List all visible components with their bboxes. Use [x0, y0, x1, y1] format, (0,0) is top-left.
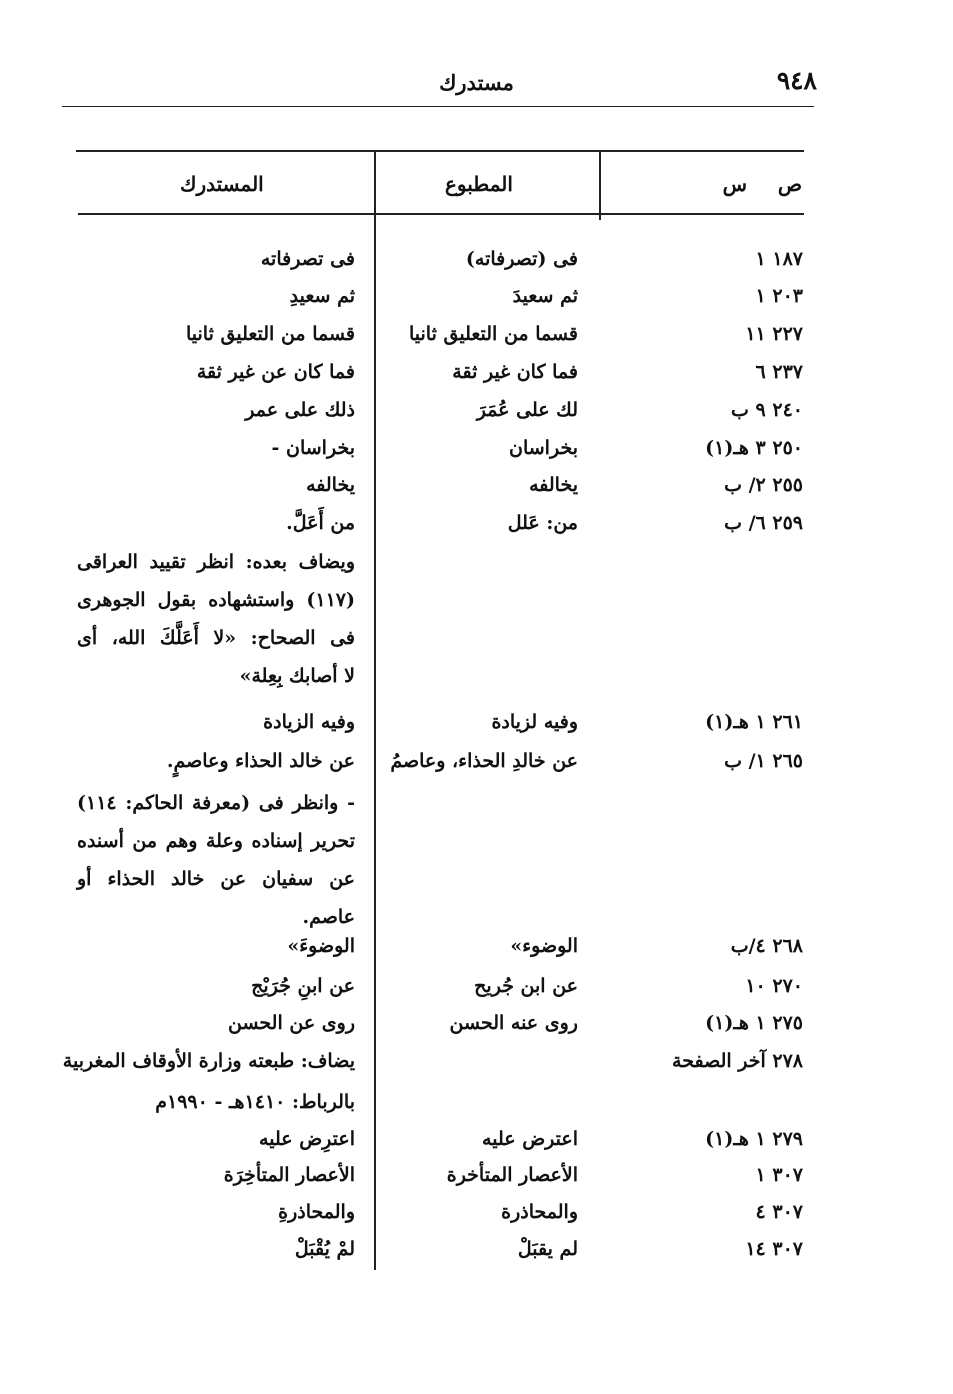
corrected-text: الوضوءَ» — [287, 935, 355, 957]
printed-text: قسما من التعليق ثانيا — [408, 323, 578, 345]
corrected-text: فى تصرفاته — [260, 248, 355, 270]
page-line-ref: ٢٥٥ ٢/ ب — [724, 474, 803, 496]
page-line-ref: ٢٦٥ ١/ ب — [724, 750, 803, 772]
note-line: - وانظر فى (معرفة الحاكم: ١١٤) — [77, 792, 355, 814]
table-row — [0, 1157, 953, 1193]
note-line: فى الصحاح: «لا أَعَلَّكَ الله، أى — [77, 627, 355, 649]
table-row — [0, 1121, 953, 1157]
page-line-ref: ٢٤٠ ٩ ب — [731, 399, 803, 421]
column-header-corrected: المستدرك — [180, 172, 264, 196]
table-row — [0, 354, 953, 390]
table-row — [0, 505, 953, 541]
note-line: عن سفيان عن خالد الحذاء أو — [77, 868, 355, 890]
table-row — [0, 278, 953, 314]
corrected-text: بخراسان - — [271, 437, 355, 459]
corrected-text: عن ابنِ جُرَيْج — [251, 975, 355, 997]
printed-text: الأعصار المتأخرة — [446, 1164, 578, 1186]
corrected-text: لمْ يُقْبَلْ — [294, 1238, 355, 1260]
page-line-ref: ٢٧٥ ١ هـ(١) — [705, 1012, 803, 1034]
printed-text: لك على عُمَرَ — [476, 399, 578, 421]
page-line-ref: ٣٠٧ ١ — [755, 1164, 803, 1186]
correction-note — [77, 543, 355, 695]
page-line-ref: ٢٥٩ ٦/ ب — [724, 512, 803, 534]
printed-text: من: عَلل — [507, 512, 578, 534]
corrected-text: ذلك على عمر — [245, 399, 355, 421]
page-line-ref: ٢٥٠ ٣ هـ(١) — [705, 437, 803, 459]
corrected-text: والمحاذرةِ — [278, 1201, 355, 1223]
corrected-text: فما كان عن غير ثقة — [196, 361, 355, 383]
table-top-rule — [76, 150, 804, 152]
page-line-ref: ٢٢٧ ١١ — [745, 323, 803, 345]
table-row — [0, 704, 953, 740]
note-line: تحرير إسناده وعلة وهم من أسنده — [77, 830, 355, 852]
note-line: ويضاف بعده: انظر تقييد العراقى — [77, 551, 355, 573]
page-line-ref: ١٨٧ ١ — [755, 248, 803, 270]
page-line-ref: ٢٦١ ١ هـ(١) — [705, 711, 803, 733]
correction-note — [77, 784, 355, 936]
page-line-ref: ٢٠٣ ١ — [755, 285, 803, 307]
printed-text: لم يقبَلْ — [517, 1238, 578, 1260]
table-row — [0, 1005, 953, 1041]
corrected-text: روى عن الحسن — [228, 1012, 355, 1034]
table-row — [0, 392, 953, 428]
column-header-line: س — [722, 172, 747, 196]
table-row — [0, 1231, 953, 1267]
column-divider — [599, 150, 601, 220]
table-row — [0, 743, 953, 779]
printed-text: وفيه لزيادة — [491, 711, 578, 733]
table-row — [0, 467, 953, 503]
corrected-text: يخالفه — [306, 474, 355, 496]
page-number: ٩٤٨ — [776, 66, 817, 95]
printed-text: عن خالدِ الحذاء، وعاصمُ — [390, 750, 578, 772]
page-line-ref: ٣٠٧ ٤ — [755, 1201, 803, 1223]
note-line: (١١٧) واستشهاده بقول الجوهرى — [77, 589, 355, 611]
corrected-text: الأعصار المتأخِرَة — [223, 1164, 355, 1186]
page-line-ref: ٢٦٨ ٤/ب — [730, 935, 803, 957]
table-row — [0, 430, 953, 466]
page-line-ref: ٣٠٧ ١٤ — [745, 1238, 803, 1260]
note-line: لا أصابك بِعِلة» — [239, 665, 355, 687]
printed-text: روى عنه الحسن — [449, 1012, 578, 1034]
table-row — [0, 928, 953, 964]
corrected-text: اعترِض عليه — [259, 1128, 355, 1150]
printed-text: والمحاذرة — [501, 1201, 578, 1223]
printed-text: فما كان غير ثقة — [452, 361, 578, 383]
correction-note — [77, 1083, 355, 1121]
table-row — [0, 316, 953, 352]
printed-text: الوضوء» — [510, 935, 578, 957]
page-line-ref: ٢٧٨ آخر الصفحة — [672, 1050, 803, 1072]
running-title: مستدرك — [439, 70, 514, 95]
corrected-text: قسما من التعليق ثانيا — [185, 323, 355, 345]
note-line: عاصم. — [302, 906, 355, 928]
column-header-page: ص — [777, 172, 802, 196]
table-row — [0, 1043, 953, 1079]
table-header-rule — [78, 213, 804, 215]
printed-text: اعترض عليه — [482, 1128, 578, 1150]
printed-text: يخالفه — [529, 474, 578, 496]
table-row — [0, 968, 953, 1004]
printed-text: فى (تصرفاته) — [465, 248, 578, 270]
page-line-ref: ٢٧٠ ١٠ — [745, 975, 803, 997]
printed-text: عن ابن جُريح — [474, 975, 578, 997]
page-line-ref: ٢٣٧ ٦ — [755, 361, 803, 383]
corrected-text: وفيه الزيادة — [263, 711, 355, 733]
corrected-text: ثم سعيدِ — [289, 285, 355, 307]
table-row — [0, 1194, 953, 1230]
page-line-ref: ٢٧٩ ١ هـ(١) — [705, 1128, 803, 1150]
column-header-printed: المطبوع — [445, 172, 513, 196]
table-row — [0, 241, 953, 277]
note-line: بالرباط: ١٤١٠هـ - ١٩٩٠م — [155, 1091, 355, 1113]
header-rule — [62, 106, 814, 107]
printed-text: بخراسان — [509, 437, 578, 459]
corrected-text: عن خالد الحذاء وعاصمٍ. — [166, 750, 355, 772]
corrected-text: يضاف: طبعته وزارة الأوقاف المغربية — [62, 1050, 355, 1072]
corrected-text: من أَعَلَّ. — [286, 512, 355, 534]
printed-text: ثم سعيدَ — [512, 285, 578, 307]
